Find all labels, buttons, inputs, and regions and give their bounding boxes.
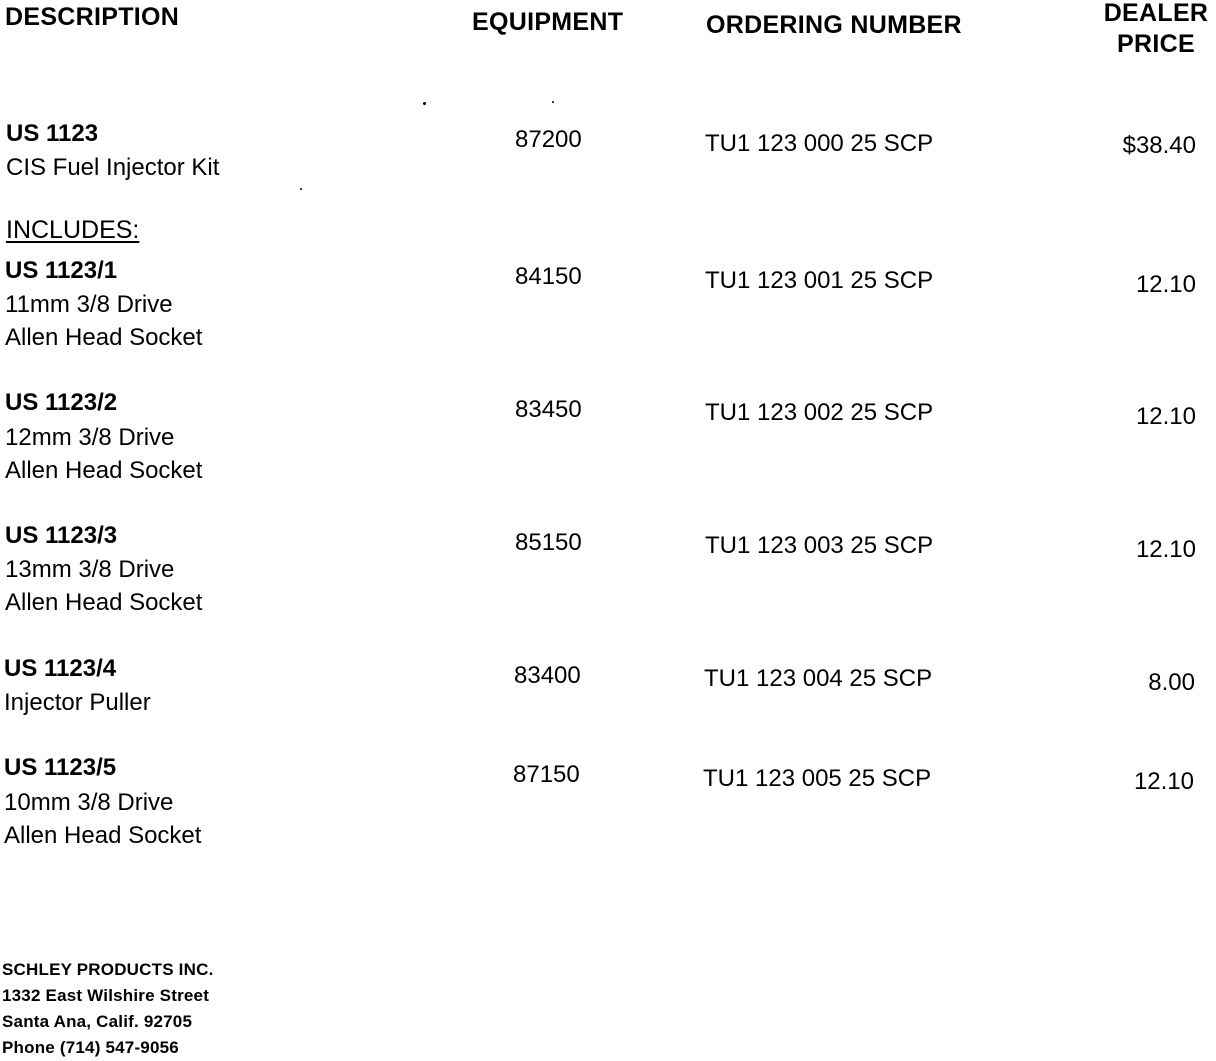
scan-speck [552,101,554,103]
item-code: US 1123/5 [4,754,117,781]
kit-price: $38.40 [1122,132,1196,159]
item-desc-line1: 12mm 3/8 Drive [5,424,175,451]
header-dealer-price-line2: PRICE [1117,30,1195,58]
item-desc-line2: Allen Head Socket [4,822,202,849]
item-ordering-number: TU1 123 001 25 SCP [705,267,934,294]
item-equipment: 84150 [515,263,582,290]
scan-speck [300,188,302,190]
item-desc-line2: Allen Head Socket [5,589,203,616]
company-name: SCHLEY PRODUCTS INC. [2,960,214,979]
company-city: Santa Ana, Calif. 92705 [2,1012,193,1031]
item-equipment: 83400 [514,662,581,689]
scan-speck [423,102,426,105]
item-desc-line2: Allen Head Socket [5,324,203,351]
item-desc-line1: Injector Puller [4,689,151,716]
item-desc-line1: 10mm 3/8 Drive [4,789,174,816]
kit-equipment: 87200 [515,126,582,153]
item-price: 12.10 [1135,403,1196,430]
item-ordering-number: TU1 123 002 25 SCP [705,399,934,426]
company-address [2,957,214,1061]
item-ordering-number: TU1 123 003 25 SCP [705,532,934,559]
kit-ordering-number: TU1 123 000 25 SCP [705,130,934,157]
header-description: DESCRIPTION [5,3,180,31]
header-dealer-price [1094,0,1216,60]
kit-code: US 1123 [6,120,99,147]
item-code: US 1123/4 [4,655,117,682]
item-code: US 1123/2 [5,389,118,416]
item-price: 12.10 [1133,768,1194,795]
item-equipment: 87150 [513,761,580,788]
item-equipment: 83450 [515,396,582,423]
includes-label: INCLUDES: [6,216,140,244]
item-price: 8.00 [1148,669,1195,696]
item-code: US 1123/3 [5,522,118,549]
item-desc-line2: Allen Head Socket [5,457,203,484]
item-desc-line1: 11mm 3/8 Drive [5,291,173,318]
company-street: 1332 East Wilshire Street [2,986,210,1005]
company-phone: Phone (714) 547-9056 [2,1038,179,1057]
header-dealer-price-line1: DEALER [1103,0,1209,27]
item-equipment: 85150 [515,529,582,556]
item-ordering-number: TU1 123 004 25 SCP [704,665,933,692]
item-desc-line1: 13mm 3/8 Drive [5,556,175,583]
item-price: 12.10 [1135,536,1196,563]
item-code: US 1123/1 [5,257,118,284]
kit-name: CIS Fuel Injector Kit [6,154,220,181]
item-ordering-number: TU1 123 005 25 SCP [703,765,932,792]
header-equipment: EQUIPMENT [472,8,624,36]
header-ordering-number: ORDERING NUMBER [706,11,962,39]
item-price: 12.10 [1135,271,1196,298]
